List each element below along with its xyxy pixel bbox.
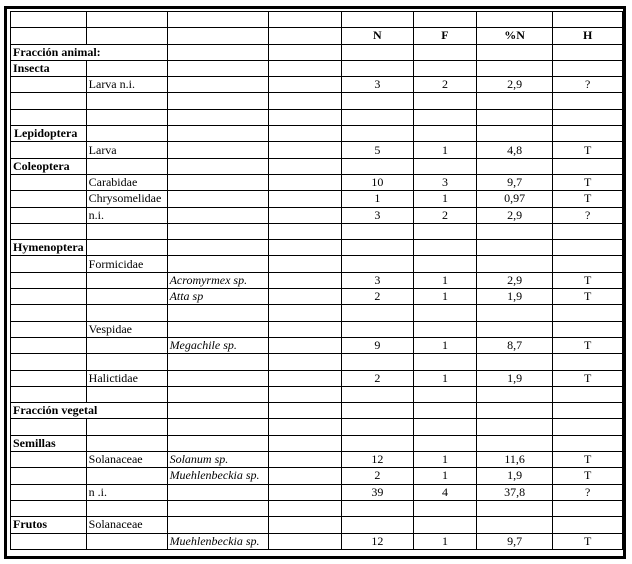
- diet-table: [10, 11, 623, 550]
- cell-n: 2: [341, 468, 414, 484]
- row-species: Muehlenbeckia sp.: [167, 468, 269, 484]
- table-row: [11, 77, 623, 93]
- cell-f: 4: [414, 484, 477, 500]
- cell-percent-n: 2,9: [476, 272, 553, 288]
- section-row: [11, 435, 623, 451]
- cell-h: T: [553, 142, 623, 158]
- table-row: [11, 207, 623, 223]
- row-label: Carabidae: [86, 174, 167, 190]
- cell-percent-n: 9,7: [476, 174, 553, 190]
- cell-n: 3: [341, 77, 414, 93]
- table-row: [11, 174, 623, 190]
- cell-f: 1: [414, 370, 477, 386]
- row-label: Solanaceae: [86, 452, 167, 468]
- table-frame: [4, 6, 626, 559]
- cell-h: ?: [553, 484, 623, 500]
- header-percent-n: %N: [476, 28, 553, 44]
- row-label: Solanaceae: [86, 517, 167, 533]
- cell-percent-n: 1,9: [476, 370, 553, 386]
- row-species: Atta sp: [167, 289, 269, 305]
- table-row: [11, 370, 623, 386]
- section-row: [11, 517, 623, 533]
- table-row: [11, 142, 623, 158]
- section-row: [11, 44, 623, 60]
- cell-f: 1: [414, 337, 477, 353]
- table-row: [11, 468, 623, 484]
- table-row: [11, 109, 623, 125]
- table-row: [11, 452, 623, 468]
- section-row: [11, 126, 623, 142]
- table-row: [11, 419, 623, 435]
- table-row: [11, 223, 623, 239]
- section-coleoptera: Coleoptera: [11, 158, 87, 174]
- section-hymenoptera: Hymenoptera: [11, 240, 87, 256]
- table-row: [11, 354, 623, 370]
- cell-n: 9: [341, 337, 414, 353]
- section-row: [11, 403, 623, 419]
- cell-n: 2: [341, 370, 414, 386]
- cell-n: 3: [341, 272, 414, 288]
- cell-h: T: [553, 272, 623, 288]
- cell-h: T: [553, 533, 623, 549]
- cell-percent-n: 2,9: [476, 77, 553, 93]
- table-row: [11, 289, 623, 305]
- table-row: [11, 305, 623, 321]
- cell-percent-n: 0,97: [476, 191, 553, 207]
- table-row: [11, 533, 623, 549]
- section-row: [11, 158, 623, 174]
- cell-f: 3: [414, 174, 477, 190]
- cell-percent-n: 1,9: [476, 289, 553, 305]
- cell-n: 1: [341, 191, 414, 207]
- table-row: [11, 321, 623, 337]
- cell-f: 1: [414, 452, 477, 468]
- row-label: n.i.: [86, 207, 167, 223]
- row-species: Solanum sp.: [167, 452, 269, 468]
- cell-n: 12: [341, 533, 414, 549]
- cell-f: 1: [414, 468, 477, 484]
- cell-f: 1: [414, 533, 477, 549]
- cell-percent-n: 11,6: [476, 452, 553, 468]
- cell-f: 1: [414, 142, 477, 158]
- table-row: [11, 272, 623, 288]
- cell-h: T: [553, 191, 623, 207]
- table-row: [11, 256, 623, 272]
- row-species: Megachile sp.: [167, 337, 269, 353]
- section-animal: Fracción animal:: [11, 44, 168, 60]
- row-label: Formicidae: [86, 256, 167, 272]
- cell-percent-n: 1,9: [476, 468, 553, 484]
- cell-n: 12: [341, 452, 414, 468]
- cell-h: T: [553, 289, 623, 305]
- cell-f: 2: [414, 77, 477, 93]
- cell-h: T: [553, 337, 623, 353]
- row-species: Acromyrmex sp.: [167, 272, 269, 288]
- table-row: [11, 337, 623, 353]
- table-row: [11, 93, 623, 109]
- table-row: [11, 484, 623, 500]
- section-frutos: Frutos: [11, 517, 87, 533]
- cell-n: 3: [341, 207, 414, 223]
- header-n: N: [341, 28, 414, 44]
- table-row: [11, 386, 623, 402]
- header-row: [11, 28, 623, 44]
- cell-n: 2: [341, 289, 414, 305]
- cell-f: 1: [414, 272, 477, 288]
- table-row: [11, 191, 623, 207]
- cell-n: 10: [341, 174, 414, 190]
- row-label: Chrysomelidae: [86, 191, 167, 207]
- header-f: F: [414, 28, 477, 44]
- cell-h: T: [553, 468, 623, 484]
- cell-percent-n: 4,8: [476, 142, 553, 158]
- cell-f: 1: [414, 191, 477, 207]
- row-label: Larva: [86, 142, 167, 158]
- cell-h: ?: [553, 207, 623, 223]
- table-row: [11, 500, 623, 516]
- section-row: [11, 60, 623, 76]
- section-vegetal: Fracción vegetal: [11, 403, 168, 419]
- cell-percent-n: 2,9: [476, 207, 553, 223]
- row-label: n .i.: [86, 484, 167, 500]
- cell-percent-n: 37,8: [476, 484, 553, 500]
- row-label: Vespidae: [86, 321, 167, 337]
- header-h: H: [553, 28, 623, 44]
- cell-h: ?: [553, 77, 623, 93]
- row-label: Larva n.i.: [86, 77, 167, 93]
- section-insecta: Insecta: [11, 60, 87, 76]
- section-semillas: Semillas: [11, 435, 87, 451]
- cell-h: T: [553, 370, 623, 386]
- cell-percent-n: 8,7: [476, 337, 553, 353]
- row-label: Halictidae: [86, 370, 167, 386]
- table-row: [11, 12, 623, 28]
- cell-percent-n: 9,7: [476, 533, 553, 549]
- cell-h: T: [553, 174, 623, 190]
- section-lepidoptera: Lepidoptera: [11, 126, 87, 142]
- cell-h: T: [553, 452, 623, 468]
- cell-f: 1: [414, 289, 477, 305]
- cell-f: 2: [414, 207, 477, 223]
- section-row: [11, 240, 623, 256]
- cell-n: 39: [341, 484, 414, 500]
- row-species: Muehlenbeckia sp.: [167, 533, 269, 549]
- cell-n: 5: [341, 142, 414, 158]
